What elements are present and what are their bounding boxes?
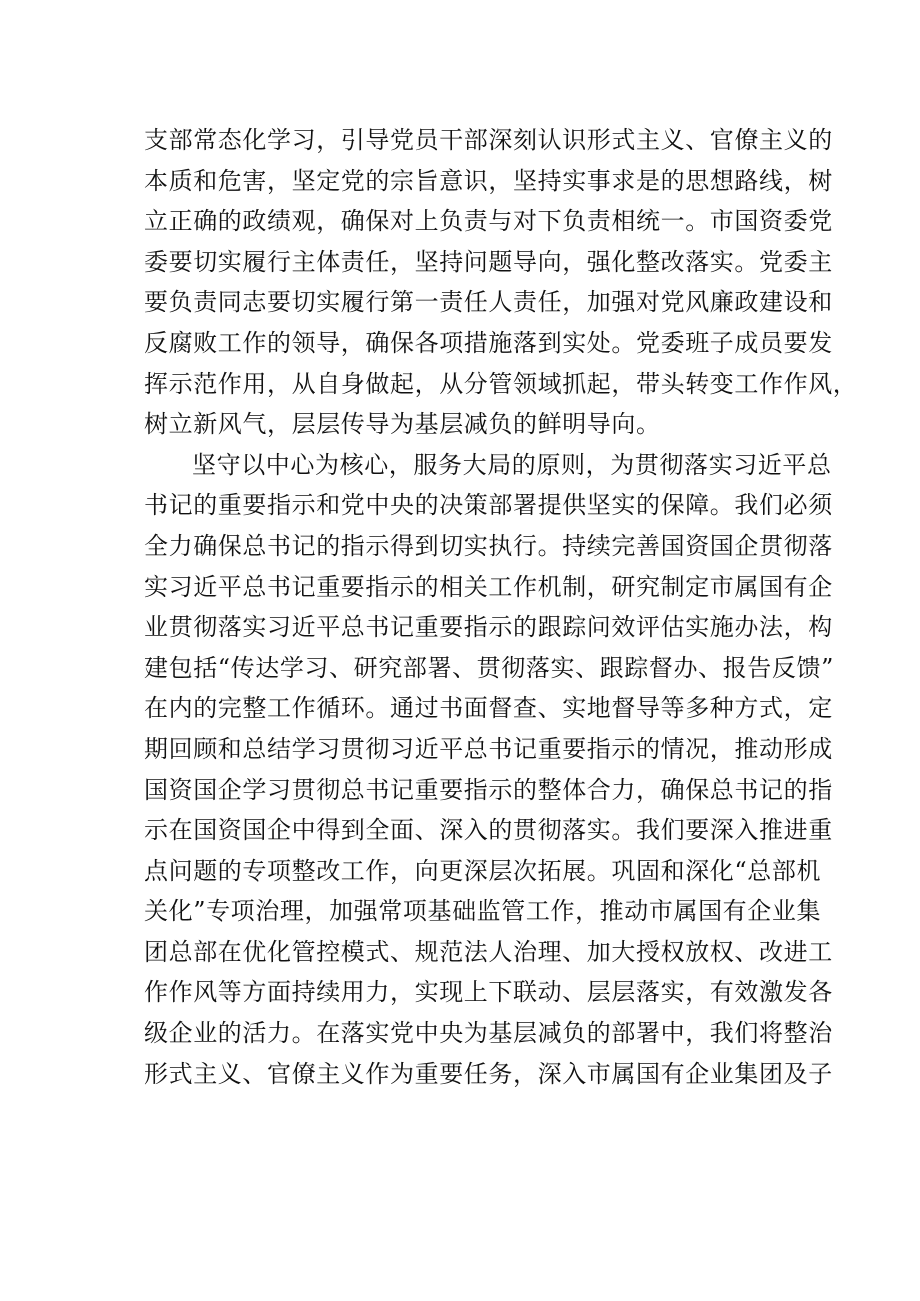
text-line: 点问题的专项整改工作，向更深层次拓展。巩固和深化“总部机 [144, 856, 822, 885]
text-line: 反腐败工作的领导，确保各项措施落到实处。党委班子成员要发 [144, 328, 833, 357]
text-line: 关化”专项治理，加强常项基础监管工作，推动市属国有企业集 [144, 897, 822, 926]
text-line: 树立新风气，层层传导为基层减负的鲜明导向。 [144, 410, 661, 439]
paragraph-2 [144, 445, 834, 1095]
text-line: 示在国资国企中得到全面、深入的贯彻落实。我们要深入推进重 [144, 816, 833, 845]
text-line: 团总部在优化管控模式、规范法人治理、加大授权放权、改进工 [144, 937, 833, 966]
text-line: 本质和危害，坚定党的宗旨意识，坚持实事求是的思想路线，树 [144, 166, 833, 195]
text-line: 级企业的活力。在落实党中央为基层减负的部署中，我们将整治 [144, 1019, 833, 1048]
text-line: 委要切实履行主体责任，坚持问题导向，强化整改落实。党委主 [144, 247, 833, 276]
text-line: 立正确的政绩观，确保对上负责与对下负责相统一。市国资委党 [144, 207, 833, 236]
text-line: 建包括“传达学习、研究部署、贯彻落实、跟踪督办、报告反馈” [144, 653, 834, 682]
text-line: 支部常态化学习，引导党员干部深刻认识形式主义、官僚主义的 [144, 126, 833, 154]
text-line: 挥示范作用，从自身做起，从分管领域抓起，带头转变工作作风， [144, 369, 858, 398]
text-line: 国资国企学习贯彻总书记重要指示的整体合力，确保总书记的指 [144, 775, 833, 804]
paragraph-1 [144, 120, 858, 445]
text-line: 形式主义、官僚主义作为重要任务，深入市属国有企业集团及子 [144, 1059, 833, 1088]
text-line: 在内的完整工作循环。通过书面督查、实地督导等多种方式，定 [144, 694, 833, 723]
document-body [144, 120, 858, 1094]
text-line: 坚守以中心为核心，服务大局的原则，为贯彻落实习近平总 [192, 450, 832, 479]
text-line: 实习近平总书记重要指示的相关工作机制，研究制定市属国有企 [144, 572, 833, 601]
text-line: 业贯彻落实习近平总书记重要指示的跟踪问效评估实施办法，构 [144, 613, 833, 642]
text-line: 要负责同志要切实履行第一责任人责任，加强对党风廉政建设和 [144, 288, 833, 317]
text-line: 作作风等方面持续用力，实现上下联动、层层落实，有效激发各 [144, 978, 833, 1007]
text-line: 期回顾和总结学习贯彻习近平总书记重要指示的情况，推动形成 [144, 734, 833, 763]
text-line: 书记的重要指示和党中央的决策部署提供坚实的保障。我们必须 [144, 491, 833, 520]
text-line: 全力确保总书记的指示得到切实执行。持续完善国资国企贯彻落 [144, 531, 833, 560]
